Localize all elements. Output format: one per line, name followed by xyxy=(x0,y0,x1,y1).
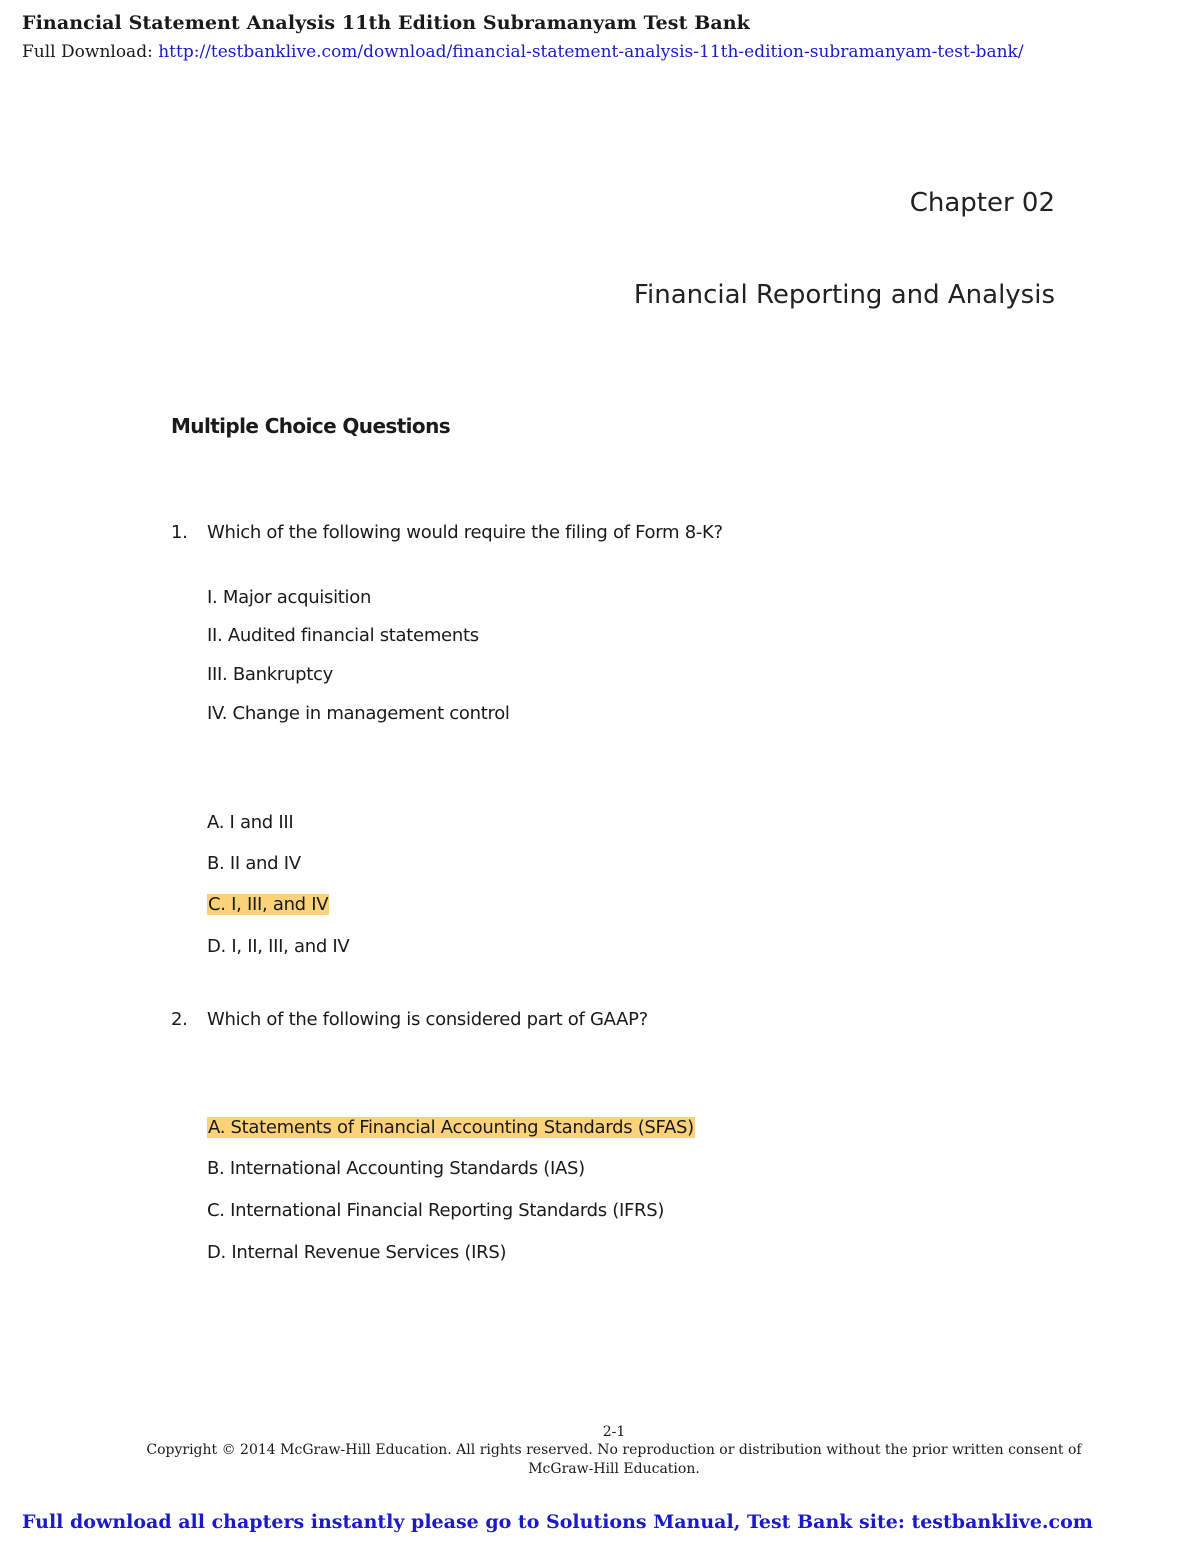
option-text: B. II and IV xyxy=(207,853,301,874)
chapter-title: Financial Reporting and Analysis xyxy=(633,280,1055,310)
answer-option-d xyxy=(207,1242,506,1263)
highlighted-answer: A. Statements of Financial Accounting Standards (SFAS) xyxy=(208,1117,694,1138)
option-text: B. International Accounting Standards (IAS) xyxy=(207,1158,585,1179)
question-1 xyxy=(171,522,723,543)
download-line xyxy=(22,42,1024,62)
page-number: 2-1 xyxy=(602,1424,626,1440)
question-item: I. Major acquisition xyxy=(207,587,372,608)
chapter-number: Chapter 02 xyxy=(909,188,1055,218)
question-text: Which of the following would require the filing of Form 8-K? xyxy=(207,522,723,543)
option-text: D. Internal Revenue Services (IRS) xyxy=(207,1242,507,1263)
question-2 xyxy=(171,1009,648,1030)
answer-option-a xyxy=(207,1117,695,1138)
option-text: A. I and III xyxy=(207,812,294,833)
answer-option-a xyxy=(207,812,293,833)
option-text: C. International Financial Reporting Standards (IFRS) xyxy=(207,1200,665,1221)
copyright-line: Copyright © 2014 McGraw-Hill Education. All rights reserved. No reproduction or distribution without the prior written consent of xyxy=(146,1442,1082,1458)
footer-promo-link[interactable]: Full download all chapters instantly please go to Solutions Manual, Test Bank site: testbanklive.com xyxy=(22,1511,1093,1533)
question-item: IV. Change in management control xyxy=(207,703,510,724)
highlighted-answer: C. I, III, and IV xyxy=(208,894,329,915)
option-text: D. I, II, III, and IV xyxy=(207,936,350,957)
question-item: II. Audited financial statements xyxy=(207,625,479,646)
document-title: Financial Statement Analysis 11th Edition Subramanyam Test Bank xyxy=(22,12,750,34)
answer-option-d xyxy=(207,936,349,957)
question-text: Which of the following is considered part of GAAP? xyxy=(207,1009,648,1030)
answer-option-b xyxy=(207,1158,585,1179)
question-item: III. Bankruptcy xyxy=(207,664,333,685)
answer-option-c xyxy=(207,1200,664,1221)
download-label: Full Download: xyxy=(22,42,153,62)
answer-option-c xyxy=(207,894,329,915)
answer-option-b xyxy=(207,853,301,874)
download-link[interactable]: http://testbanklive.com/download/financial-statement-analysis-11th-edition-subramanyam-test-bank/ xyxy=(158,42,1024,62)
question-number: 1. xyxy=(171,522,188,543)
copyright-line-2: McGraw-Hill Education. xyxy=(528,1461,700,1477)
section-heading: Multiple Choice Questions xyxy=(171,414,451,438)
question-number: 2. xyxy=(171,1009,188,1030)
